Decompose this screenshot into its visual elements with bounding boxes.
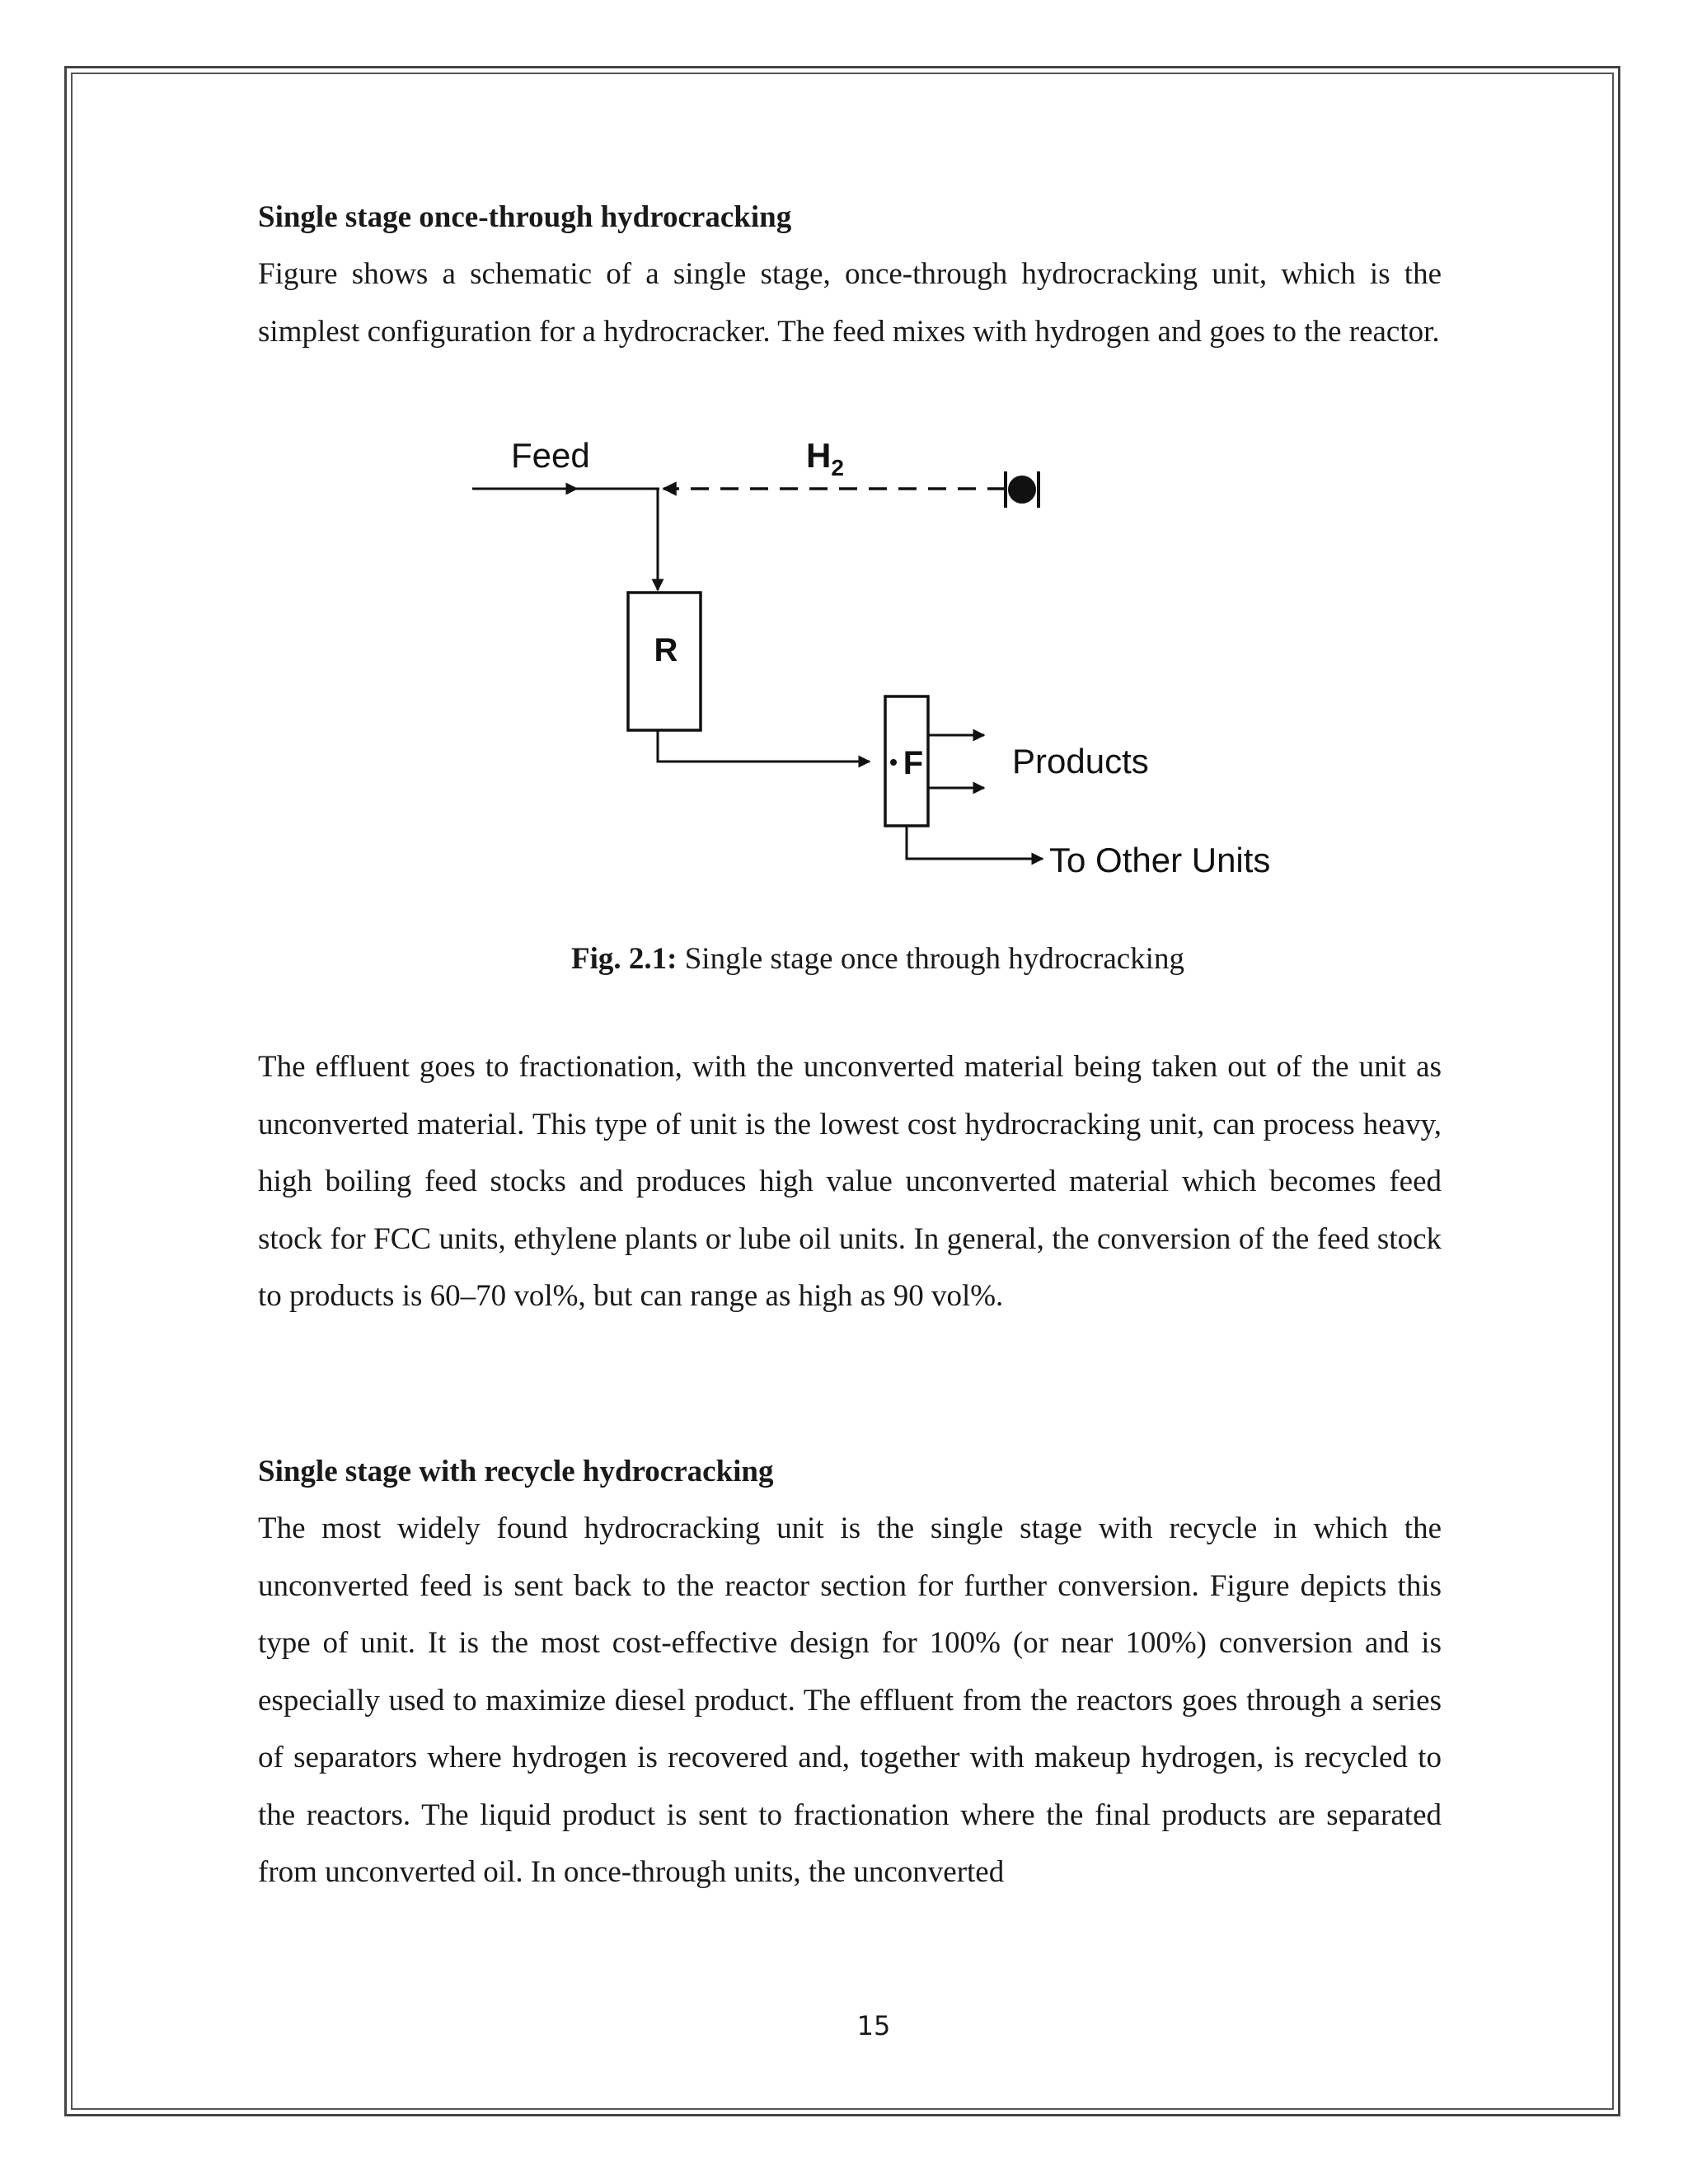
figure-caption bbox=[0, 935, 1688, 984]
section-recycle bbox=[258, 1451, 1442, 1901]
fractionator-label: F bbox=[903, 745, 924, 781]
bottoms-line bbox=[907, 826, 1043, 859]
section-paragraph: The most widely found hydrocracking unit is the single stage with recycle in which the unconverted feed is sent back to the reactor section for further conversion. Figure depicts this type of unit. It is the most cost-effective design for 100% (or near 100%) conversion and is especially used to maximize diesel product. The effluent from the reactors goes through a series of separators where hydrogen is recovered and, together with makeup hydrogen, is recycled to the reactors. The liquid product is sent to fractionation where the final products are separated from unconverted oil. In once-through units, the unconverted bbox=[258, 1511, 1442, 1889]
section-heading: Single stage once-through hydrocracking bbox=[258, 200, 792, 234]
feed-label: Feed bbox=[511, 436, 590, 475]
section-paragraph: Figure shows a schematic of a single stage, once-through hydrocracking unit, which is the simplest configuration for a hydrocracker. The feed mixes with hydrogen and goes to the reactor. bbox=[258, 257, 1442, 349]
hydrogen-source-icon bbox=[1008, 476, 1036, 504]
section-effluent bbox=[258, 1038, 1442, 1325]
products-label: Products bbox=[1012, 742, 1149, 780]
figure-caption-label: Fig. 2.1: bbox=[571, 942, 678, 976]
effluent-line bbox=[658, 730, 870, 762]
section-heading: Single stage with recycle hydrocracking bbox=[258, 1455, 774, 1488]
section-paragraph: The effluent goes to fractionation, with the unconverted material being taken out of the unit as unconverted material. This type of unit is the lowest cost hydrocracking unit, can process heavy, high boiling feed stocks and produces high value unconverted material which becomes feed stock for FCC units, ethylene plants or lube oil units. In general, the conversion of the feed stock to products is 60–70 vol%, but can range as high as 90 vol%. bbox=[258, 1050, 1442, 1313]
reactor-label: R bbox=[654, 632, 678, 668]
figure-caption-text: Single stage once through hydrocracking bbox=[677, 942, 1184, 976]
hydrogen-label: $H_2$ bbox=[806, 436, 844, 480]
hydrocracking-diagram bbox=[462, 429, 1352, 890]
fractionator-feed-dot bbox=[890, 759, 897, 766]
page-number: 15 bbox=[856, 2010, 891, 2041]
section-once-through bbox=[258, 196, 1442, 360]
other-units-label: To Other Units bbox=[1049, 841, 1271, 879]
